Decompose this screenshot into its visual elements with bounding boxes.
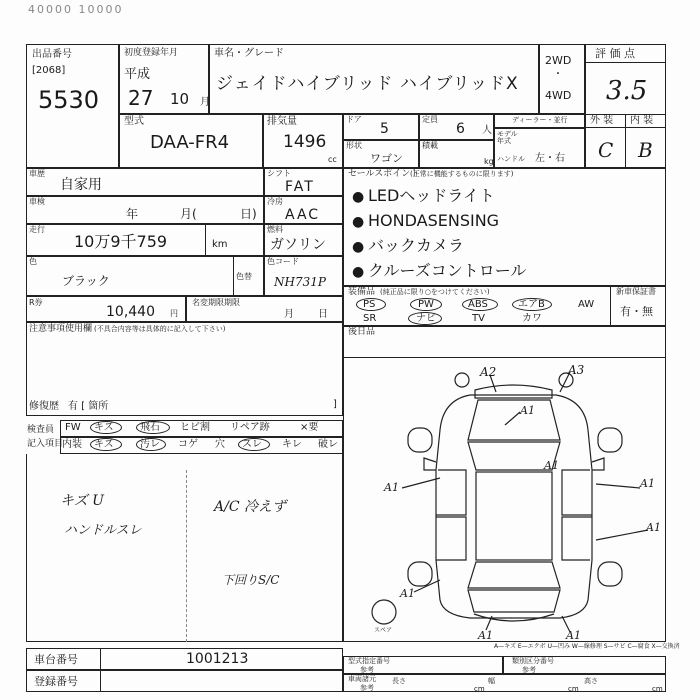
fw-item-need: ×要: [300, 422, 319, 433]
category-no-label: 類別区分番号: [512, 657, 554, 665]
mark-line-a1-hood: [505, 412, 520, 425]
new-warranty-label: 新車保証書: [616, 287, 656, 296]
mark-line-a1-left: [402, 478, 440, 488]
first-reg-era: 平成: [124, 67, 151, 82]
usage-label: 車歴: [29, 169, 45, 178]
left-headlight: [455, 373, 469, 387]
spare-tire: [372, 600, 396, 624]
equip-tv: TV: [472, 313, 485, 324]
mark-a1-right-front: A1: [640, 477, 655, 490]
mark-a1-left: A1: [384, 481, 399, 494]
aircon-value: AAC: [285, 207, 321, 223]
score-label: 評 価 点: [595, 47, 635, 60]
displacement-value: 1496: [283, 132, 327, 152]
lot-sub: [2068]: [32, 65, 66, 76]
score-ext-label: 外 装: [590, 115, 614, 126]
name-change-label: 名変期限期限: [192, 298, 240, 307]
sales-point-3: バックカメラ: [368, 236, 465, 255]
dims-length: 長さ: [392, 677, 406, 685]
damage-legend: A—キズ E—エクボ U—凹み W—線修理 S—サビ C—腐食 X—交換済: [494, 643, 680, 650]
dims-sub: 参考: [360, 684, 374, 692]
drive-dot: ・: [553, 69, 563, 80]
displacement-unit: cc: [328, 155, 337, 164]
capacity-unit: 人: [482, 125, 492, 136]
wheel-rear-left: [408, 562, 432, 586]
model-name-label: 車名・グレード: [214, 48, 284, 59]
mileage-unit: km: [212, 239, 228, 250]
record-label: 記入項目: [27, 439, 64, 449]
mark-line-a1-right-front: [596, 484, 640, 488]
sales-bullet-3: ●: [352, 239, 365, 255]
usage-value: 自家用: [60, 177, 102, 193]
capacity-value: 6: [456, 121, 465, 137]
tailgate: [468, 590, 560, 612]
sales-bullet-1: ●: [352, 189, 365, 205]
body-shape-label: 形状: [346, 141, 362, 150]
type-label: 型式: [124, 116, 144, 127]
sales-point-2: HONDASENSING: [368, 211, 500, 230]
inspection-month-unit: 月(: [180, 207, 197, 221]
aircon-label: 冷房: [267, 197, 283, 206]
lot-number: 5530: [38, 86, 100, 114]
shift-label: シフト: [267, 169, 291, 178]
mark-a1-rear: A1: [478, 629, 493, 642]
sales-bullet-4: ●: [352, 264, 365, 280]
repair-value: 有 [ 箇所: [68, 401, 109, 412]
color-value: ブラック: [62, 274, 110, 288]
equip-ps: PS: [363, 299, 376, 310]
mark-a1-rear-right: A1: [566, 629, 581, 642]
equipment-label: 装備品: [348, 287, 376, 297]
color-code-label: 色コード: [267, 257, 299, 266]
fw-item-repair: リペア跡: [230, 422, 270, 433]
sales-point-4: クルーズコントロール: [368, 261, 527, 280]
right-front-door: [562, 470, 592, 515]
load-unit: kg: [484, 157, 494, 166]
displacement-label: 排気量: [267, 116, 297, 127]
handwritten-note-2: ハンドルスレ: [64, 523, 142, 538]
color-label: 色: [29, 257, 37, 266]
handle-value: 左・右: [535, 153, 565, 164]
left-front-door: [436, 470, 466, 515]
mark-line-a1-right-rear: [596, 530, 648, 540]
notes-label: 注意事項使用欄: [29, 324, 93, 334]
drive-4wd: 4WD: [545, 89, 572, 102]
int-item-cut: キレ: [282, 439, 302, 450]
int-label: 内装: [62, 439, 82, 450]
type-designation-sub: 参考: [360, 666, 374, 674]
first-reg-month-unit: 月: [200, 97, 210, 108]
int-item-tear: 破レ: [318, 439, 338, 450]
model-year-label: モデル年式: [497, 130, 518, 145]
hood: [468, 400, 560, 440]
equip-aw: AW: [578, 299, 595, 310]
notes-sub: (不具合内容等は具体的に記入して下さい): [94, 325, 226, 333]
right-mirror: [592, 458, 604, 470]
name-change-day-unit: 日: [318, 309, 328, 320]
capacity-label: 定員: [422, 115, 438, 124]
recycle-label: R券: [29, 298, 43, 307]
score-int-value: B: [638, 138, 653, 162]
wheel-front-right: [598, 428, 622, 452]
equipment-sub: (純正品に限り○をつけてください): [380, 288, 490, 296]
fuel-label: 燃料: [267, 225, 283, 234]
sales-bullet-2: ●: [352, 214, 365, 230]
equip-pw: PW: [418, 299, 434, 310]
dims-width: 幅: [488, 677, 495, 685]
type-designation-label: 型式指定番号: [348, 657, 390, 665]
fw-item-chip: 飛石: [140, 422, 160, 433]
mileage-label: 走行: [29, 225, 45, 234]
fw-label: FW: [65, 422, 81, 433]
inspector-label: 検査員: [27, 425, 55, 435]
inspection-year-unit: 年: [126, 207, 139, 221]
mark-a1-right-rear: A1: [646, 521, 661, 534]
wheel-front-left: [408, 428, 432, 452]
int-item-scratch: キズ: [94, 439, 114, 450]
mark-a3: A3: [568, 363, 585, 377]
repair-close: ]: [333, 399, 337, 410]
category-no-sub: 参考: [522, 666, 536, 674]
rear-window: [468, 562, 560, 588]
color-changed-label: 色替: [236, 272, 252, 281]
new-warranty-value: 有・無: [620, 305, 653, 318]
mark-a1-side: A1: [544, 459, 559, 472]
type-value: DAA-FR4: [150, 132, 230, 153]
name-change-month-unit: 月: [284, 309, 294, 320]
score-value: 3.5: [606, 76, 648, 106]
front-bumper: [475, 385, 552, 398]
mileage-value: 10万9千759: [74, 232, 168, 251]
int-item-burn: コゲ: [178, 439, 198, 450]
equip-abs: ABS: [468, 299, 488, 310]
dims-label: 車両諸元: [348, 675, 376, 683]
recycle-unit: 円: [170, 309, 178, 318]
lot-label: 出品番号: [32, 49, 72, 60]
handwritten-note-1: キズ U: [60, 493, 104, 509]
dims-length-cm: cm: [474, 685, 485, 693]
dims-height: 高さ: [584, 677, 598, 685]
mark-a1-hood: A1: [520, 404, 535, 417]
shift-value: FAT: [285, 179, 315, 195]
dims-width-cm: cm: [568, 685, 579, 693]
color-code-value: NH731P: [274, 275, 326, 289]
score-ext-value: C: [598, 138, 614, 162]
sales-points-label: セールスポイント: [348, 169, 420, 179]
chassis-label: 車台番号: [34, 653, 78, 666]
spare-label: スペア: [374, 627, 393, 634]
fw-item-scratch: キズ: [94, 422, 114, 433]
reg-label: 登録番号: [34, 675, 78, 688]
sales-point-1: LEDヘッドライト: [368, 186, 495, 205]
sales-points-sub: (正常に機能するものに限ります): [410, 170, 514, 178]
top-faint-text: 40000 10000: [28, 3, 124, 16]
handle-label: ハンドル: [497, 155, 525, 163]
body-shape-value: ワゴン: [370, 152, 403, 165]
equip-airbag: エアB: [518, 299, 545, 310]
first-reg-label: 初度登録年月: [124, 48, 179, 58]
handwritten-note-4: 下回りS/C: [222, 573, 280, 587]
first-reg-year: 27: [128, 86, 154, 110]
doors-value: 5: [380, 121, 389, 137]
drive-2wd: 2WD: [545, 54, 572, 67]
model-name-value: ジェイドハイブリッド ハイブリッドX: [216, 74, 519, 94]
mark-a1-rear-left: A1: [400, 587, 415, 600]
fuel-value: ガソリン: [270, 237, 326, 253]
equip-sr: SR: [363, 313, 377, 324]
mark-a2: A2: [480, 365, 497, 379]
int-item-hole: 穴: [215, 439, 225, 450]
load-label: 積載: [422, 141, 438, 150]
body-outline: [436, 395, 592, 618]
rear-items-label: 後日品: [348, 327, 376, 337]
doors-label: ドア: [346, 115, 362, 124]
left-rear-door: [436, 517, 466, 560]
dealer-label: ディーラー・並行: [512, 116, 568, 124]
chassis-value: 1001213: [186, 651, 249, 667]
inspection-day-unit: 日): [240, 207, 257, 221]
fw-item-crack: ヒビ割: [180, 422, 210, 433]
recycle-value: 10,440: [106, 304, 155, 320]
equip-navi: ナビ: [416, 313, 436, 324]
roof: [476, 472, 552, 560]
left-mirror: [424, 458, 436, 470]
handwritten-note-3: A/C 冷えず: [214, 499, 286, 515]
score-int-label: 内 装: [630, 115, 654, 126]
right-rear-door: [562, 517, 592, 560]
dims-height-cm: cm: [652, 685, 663, 693]
first-reg-month: 10: [170, 90, 190, 108]
equip-leather: カワ: [522, 313, 542, 324]
int-item-wear: スレ: [242, 439, 262, 450]
repair-label: 修復歴: [29, 401, 59, 412]
wheel-rear-right: [598, 562, 622, 586]
inspection-label: 車検: [29, 197, 45, 206]
int-item-dirt: 汚レ: [140, 439, 160, 450]
